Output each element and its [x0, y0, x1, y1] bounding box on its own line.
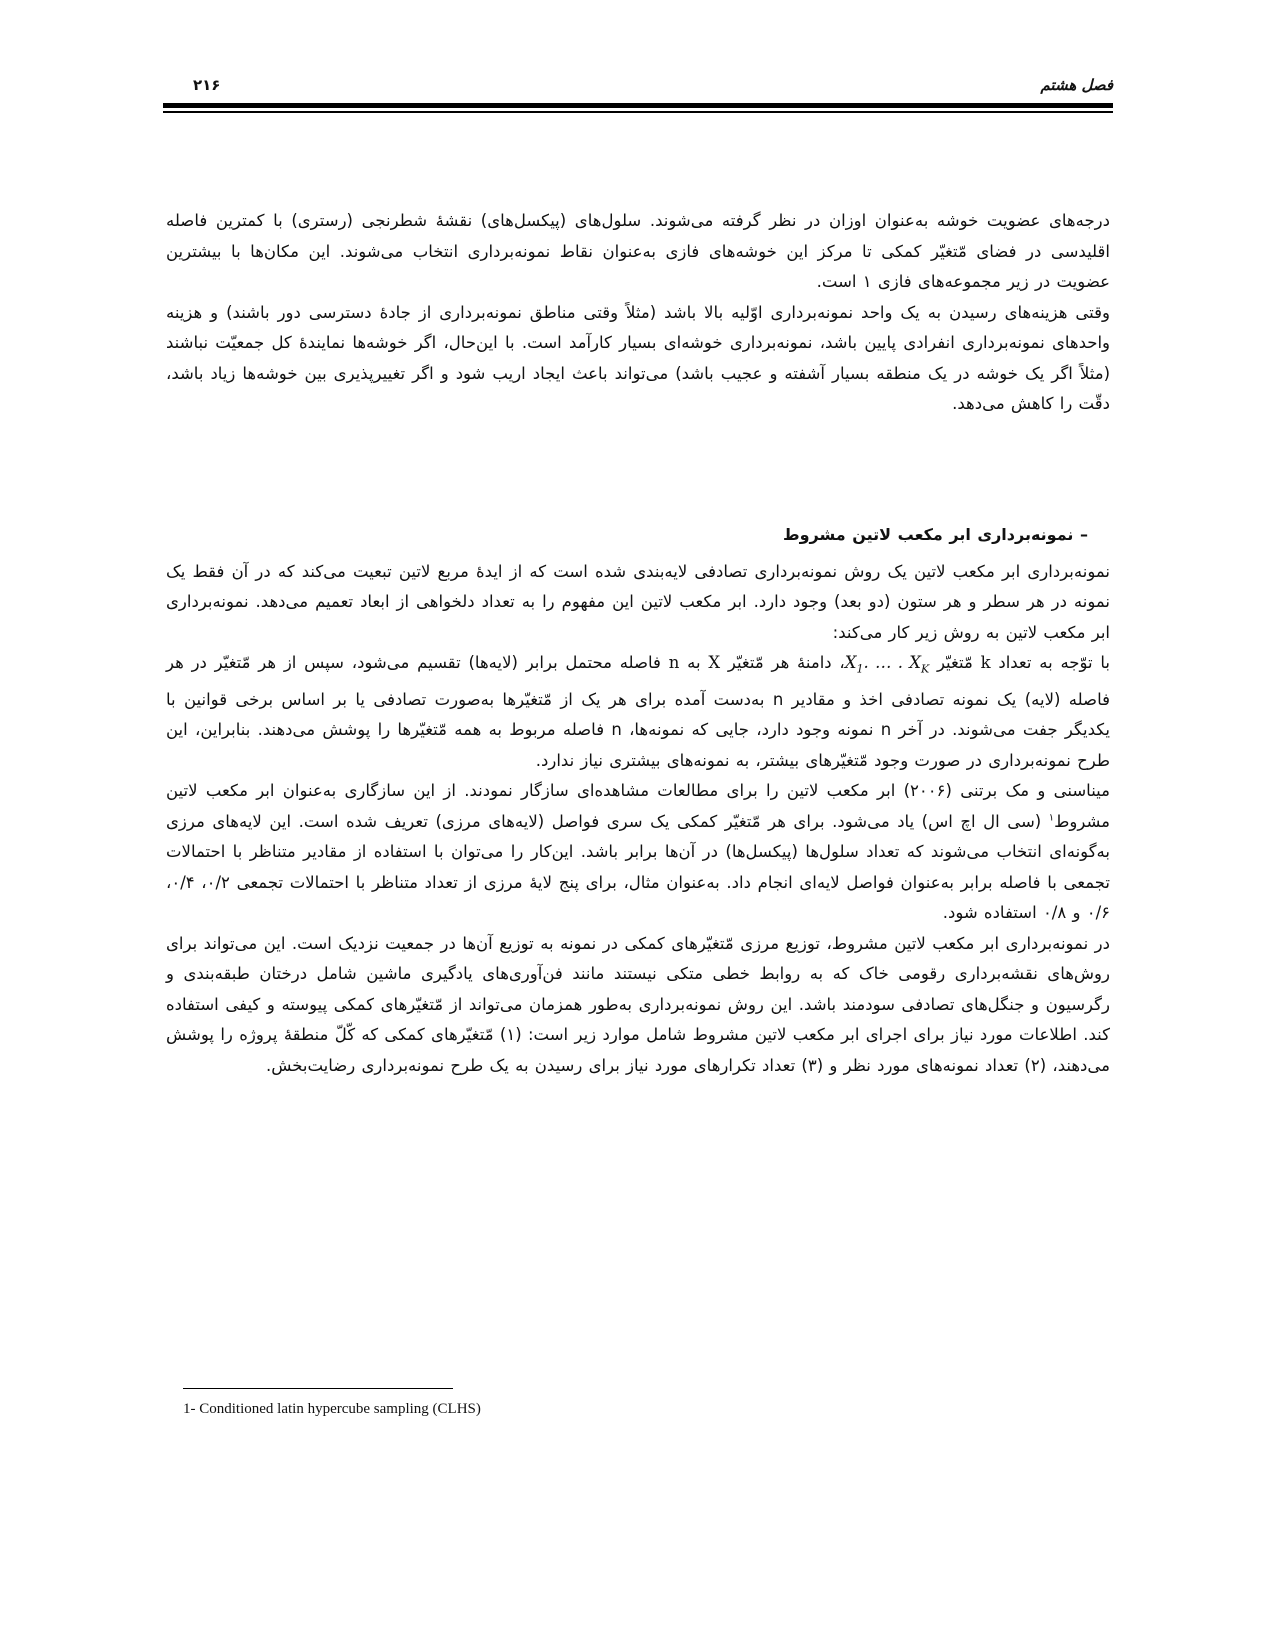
text-run: میناسنی و مک برتنی (۲۰۰۶) ابر مکعب لاتین را برای مطالعات مشاهده‌ای سازگار نمودند. از این سازگاری به‌عنوان ابر مکعب لاتین مشروط: [166, 781, 1110, 831]
body-section-clhs: [166, 520, 1110, 1081]
paragraph-with-footnote: [166, 776, 1110, 929]
variable-n: n: [668, 653, 680, 672]
footnote-divider: [183, 1388, 453, 1389]
text-run: ، دامنهٔ هر مّتغیّر: [727, 653, 845, 672]
text-run: مّتغیّر: [936, 653, 973, 672]
chapter-title: فصل هشتم: [1040, 76, 1113, 94]
paragraph: وقتی هزینه‌های رسیدن به یک واحد نمونه‌برداری اوّلیه بالا باشد (مثلاً وقتی مناطق نمونه‌برداری از جادهٔ دسترسی دور باشند) و هزینه واحدهای نمونه‌برداری انفرادی پایین باشد، نمونه‌برداری خوشه‌ای بسیار کارآمد است. با این‌حال، اگر خوشه‌ها نمایندهٔ کل جمعیّت نباشند (مثلاً اگر یک خوشه در یک منطقه بسیار آشفته و عجیب باشد) می‌تواند باعث ایجاد اریب شود و اگر تغییرپذیری بین خوشه‌ها زیاد باشد، دقّت را کاهش می‌دهد.: [166, 302, 1110, 413]
paragraph-with-math: [166, 648, 1110, 776]
header-rule: [163, 103, 1113, 108]
text-run: با توّجه به تعداد: [998, 653, 1110, 672]
paragraph: نمونه‌برداری ابر مکعب لاتین یک روش نمونه‌برداری تصادفی لایه‌بندی شده است که از ایدهٔ مربع لاتین تبعیت می‌کند که در آن فقط یک نمونه در هر سطر و هر ستون (دو بعد) وجود دارد. ابر مکعب لاتین این مفهوم را به تعداد دلخواهی از ابعاد تعمیم می‌دهد. نمونه‌برداری ابر مکعب لاتین به روش زیر کار می‌کند:: [166, 561, 1110, 642]
section-heading: – نمونه‌برداری ابر مکعب لاتین مشروط: [782, 525, 1088, 544]
paragraph: در نمونه‌برداری ابر مکعب لاتین مشروط، توزیع مرزی مّتغیّرهای کمکی در نمونه به توزیع آن‌ها در جمعیت نزدیک است. این می‌تواند برای روش‌های نقشه‌برداری رقومی خاک که به روابط خطی متکی نیستند مانند فن‌آوری‌های یادگیری ماشین شامل درختان طبقه‌بندی و رگرسیون و جنگل‌های تصادفی سودمند باشد. این روش نمونه‌برداری به‌طور همزمان می‌تواند از مّتغیّرهای کمکی پیوسته و کیفی استفاده کند. اطلاعات مورد نیاز برای اجرای ابر مکعب لاتین مشروط شامل موارد زیر است: (۱) مّتغیّرهای کمکی که کّلّ منطقهٔ پروژه را پوشش می‌دهند، (۲) تعداد نمونه‌های مورد نظر و (۳) تعداد تکرارهای مورد نیاز برای رسیدن به یک طرح نمونه‌برداری رضایت‌بخش.: [166, 933, 1110, 1075]
footnote: 1- Conditioned latin hypercube sampling (CLHS): [183, 1401, 481, 1417]
paragraph: درجه‌های عضویت خوشه به‌عنوان اوزان در نظر گرفته می‌شوند. سلول‌های (پیکسل‌های) نقشهٔ شطرنجی (رستری) با کمترین فاصله اقلیدسی در فضای مّتغیّر کمکی تا مرکز این خوشه‌های فازی به‌عنوان نقاط نمونه‌برداری انتخاب می‌شوند. این مکان‌ها با بیشترین عضویت در زیر مجموعه‌های فازی ۱ است.: [166, 211, 1110, 291]
math-subscript: 1: [856, 662, 864, 676]
page-header: [163, 66, 1113, 106]
text-run: (سی ال اچ اس) یاد می‌شود. برای هر مّتغیّر کمکی یک سری فواصل (لایه‌های مرزی) تعریف شده است. این لایه‌های مرزی به‌گونه‌ای انتخاب می‌شوند که تعداد سلول‌ها (پیکسل‌ها) در آن‌ها برابر باشد. این‌کار را می‌توان با استفاده از مقادیر متناظر با احتمالات تجمعی با فاصله برابر به‌عنوان فواصل لایه‌ای انجام داد. به‌عنوان مثال، برای پنج لایهٔ مرزی از تعداد متناظر با احتمالات تجمعی ۰/۲، ۰/۴، ۰/۶ و ۰/۸ استفاده شود.: [166, 811, 1110, 923]
body-section-cluster: [166, 206, 1110, 420]
math-x: X: [909, 653, 921, 672]
variable-k: k: [980, 653, 991, 672]
variable-x: X: [708, 653, 721, 672]
footnote-reference[interactable]: ۱: [1048, 812, 1055, 824]
math-x: X: [844, 653, 857, 672]
page-number: ۲۱۶: [193, 76, 221, 94]
math-dots: . … .: [863, 653, 910, 672]
text-run: فاصله محتمل برابر (لایه‌ها) تقسیم می‌شود، سپس از هر مّتغیّر در هر فاصله (لایه) یک نمونه تصادفی اخذ و مقادیر n به‌دست آمده برای هر یک از مّتغیّرها به‌صورت تصادفی یا بر اساس برخی قوانین با یکدیگر جفت می‌شوند. در آخر n نمونه وجود دارد، جایی که نمونه‌ها، n فاصله مربوط به همه مّتغیّرها را پوشش می‌دهند. بنابراین، این طرح نمونه‌برداری در صورت وجود مّتغیّرهای بیشتر، به نمونه‌های بیشتری نیاز ندارد.: [166, 653, 1111, 770]
text-run: به: [687, 653, 701, 672]
math-variable-list: [845, 648, 929, 685]
math-subscript: K: [920, 662, 930, 676]
header-rule-thin: [163, 111, 1113, 113]
